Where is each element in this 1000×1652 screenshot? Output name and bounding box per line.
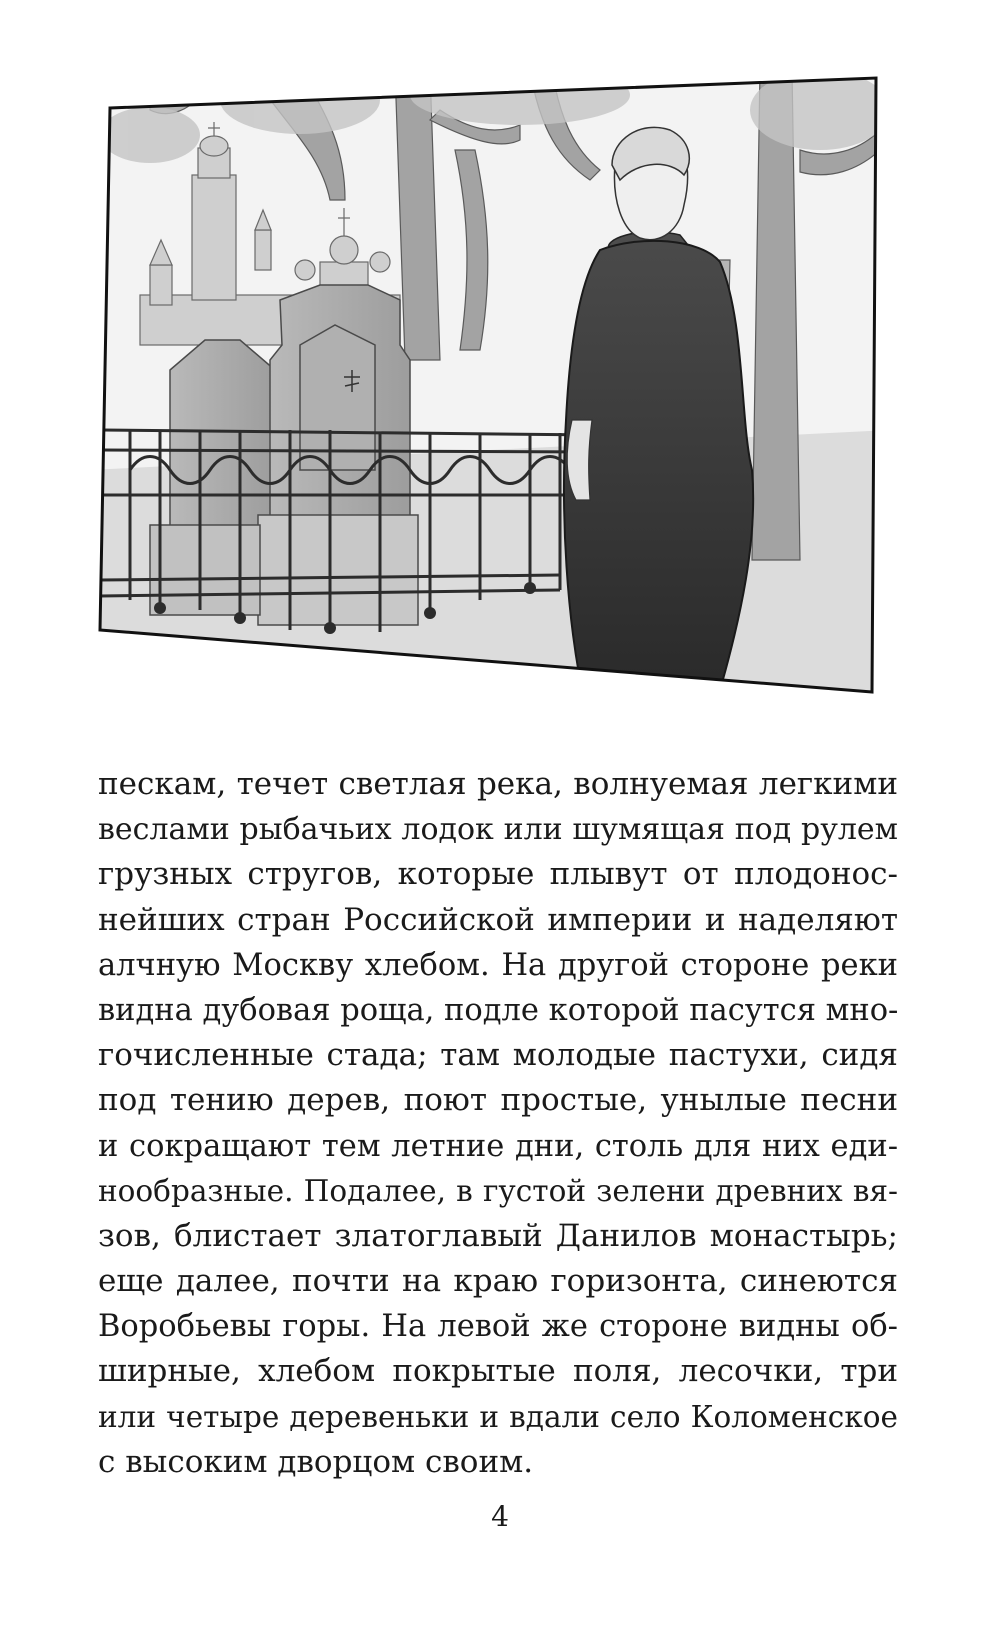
panel-scene [90, 65, 890, 710]
text-line: еще далее, почти на краю горизонта, синеются [98, 1263, 898, 1300]
text-line: ширные, хлебом покрытые поля, лесочки, три [98, 1353, 898, 1390]
text-line: нообразные. Подалее, в густой зелени древних вя- [98, 1173, 898, 1208]
text-line: под тению дерев, поют простые, унылые песни [98, 1082, 898, 1119]
page-number: 4 [491, 1500, 509, 1533]
text-line: зов, блистает златоглавый Данилов монастырь; [98, 1217, 898, 1254]
text-line: гочисленные стада; там молодые пастухи, сидя [98, 1037, 898, 1074]
text-line: видна дубовая роща, подле которой пасутся мно- [98, 992, 899, 1028]
text-line: грузных стругов, которые плывут от плодонос- [98, 856, 898, 893]
text-line: веслами рыбачьих лодок или шумящая под рулем [98, 812, 898, 848]
text-line: алчную Москву хлебом. На другой стороне реки [98, 947, 898, 983]
text-line: или четыре деревеньки и вдали село Коломенское [98, 1399, 898, 1434]
text-line: нейших стран Российской империи и наделяют [98, 901, 898, 938]
body-text [98, 762, 898, 1485]
text-line: и сокращают тем летние дни, столь для них еди- [98, 1128, 898, 1164]
text-line: Воробьевы горы. На левой же стороне видны об- [98, 1309, 898, 1345]
illustration [0, 0, 1000, 740]
text-line: с высоким дворцом своим. [98, 1443, 534, 1480]
text-line: пескам, течет светлая река, волнуемая легкими [98, 766, 898, 802]
